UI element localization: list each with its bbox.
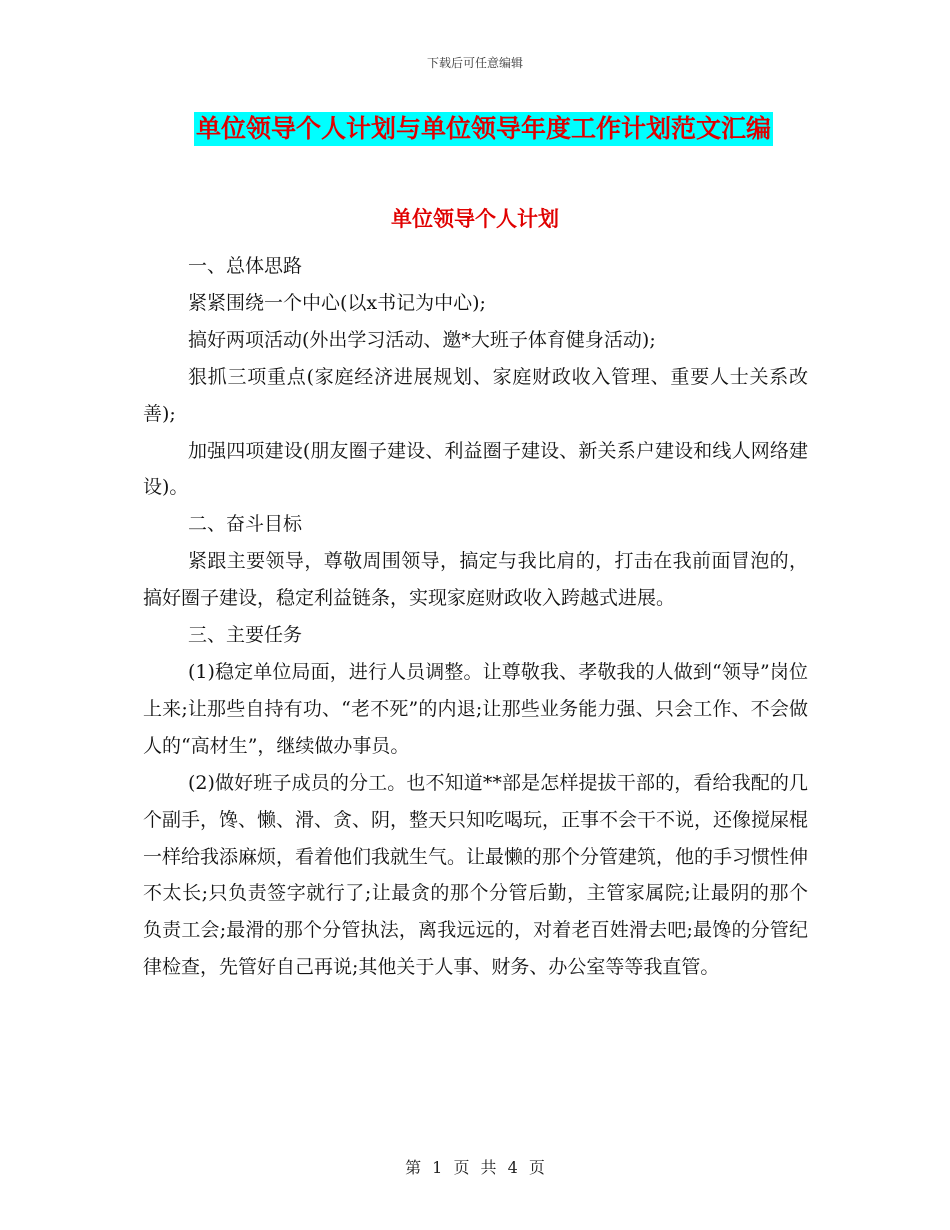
page-number-footer: 第 1 页 共 4 页 bbox=[405, 1158, 545, 1177]
heading-overall-idea: 一、总体思路 bbox=[188, 255, 303, 277]
paragraph: 加强四项建设(朋友圈子建设、利益圈子建设、新关系户建设和线人网络建设)。 bbox=[143, 439, 808, 499]
heading-goals: 二、奋斗目标 bbox=[188, 513, 303, 536]
document-body bbox=[143, 248, 808, 986]
paragraph: 紧紧围绕一个中心(以x书记为中心); bbox=[188, 291, 486, 314]
document-title: 单位领导个人计划与单位领导年度工作计划范文汇编 bbox=[194, 112, 773, 146]
section-title: 单位领导个人计划 bbox=[391, 207, 559, 231]
paragraph: 紧跟主要领导，尊敬周围领导，搞定与我比肩的，打击在我前面冒泡的，搞好圈子建设，稳定利益链条，实现家庭财政收入跨越式进展。 bbox=[143, 550, 808, 610]
paragraph: (1)稳定单位局面，进行人员调整。让尊敬我、孝敬我的人做到“领导”岗位上来;让那些自持有功、“老不死”的内退;让那些业务能力强、只会工作、不会做人的“高材生”，继续做办事员。 bbox=[143, 660, 808, 757]
paragraph: 搞好两项活动(外出学习活动、邀*大班子体育健身活动); bbox=[188, 328, 656, 351]
page-header-note: 下载后可任意编辑 bbox=[426, 56, 523, 70]
paragraph: 狠抓三项重点(家庭经济进展规划、家庭财政收入管理、重要人士关系改善); bbox=[143, 365, 808, 425]
paragraph: (2)做好班子成员的分工。也不知道**部是怎样提拔干部的，看给我配的几个副手，馋、懒、滑、贪、阴，整天只知吃喝玩，正事不会干不说，还像搅屎棍一样给我添麻烦，看着他们我就生气。让最懒的那个分管建筑，他的手习惯性伸不太长;只负责签字就行了;让最贪的那个分管后勤，主管家属院;让最阴的那个负责工会;最滑的那个分管执法，离我远远的，对着老百姓滑去吧;最馋的分管纪律检查，先管好自己再说;其他关于人事、财务、办公室等等我直管。 bbox=[143, 771, 809, 979]
heading-main-tasks: 三、主要任务 bbox=[188, 624, 303, 647]
